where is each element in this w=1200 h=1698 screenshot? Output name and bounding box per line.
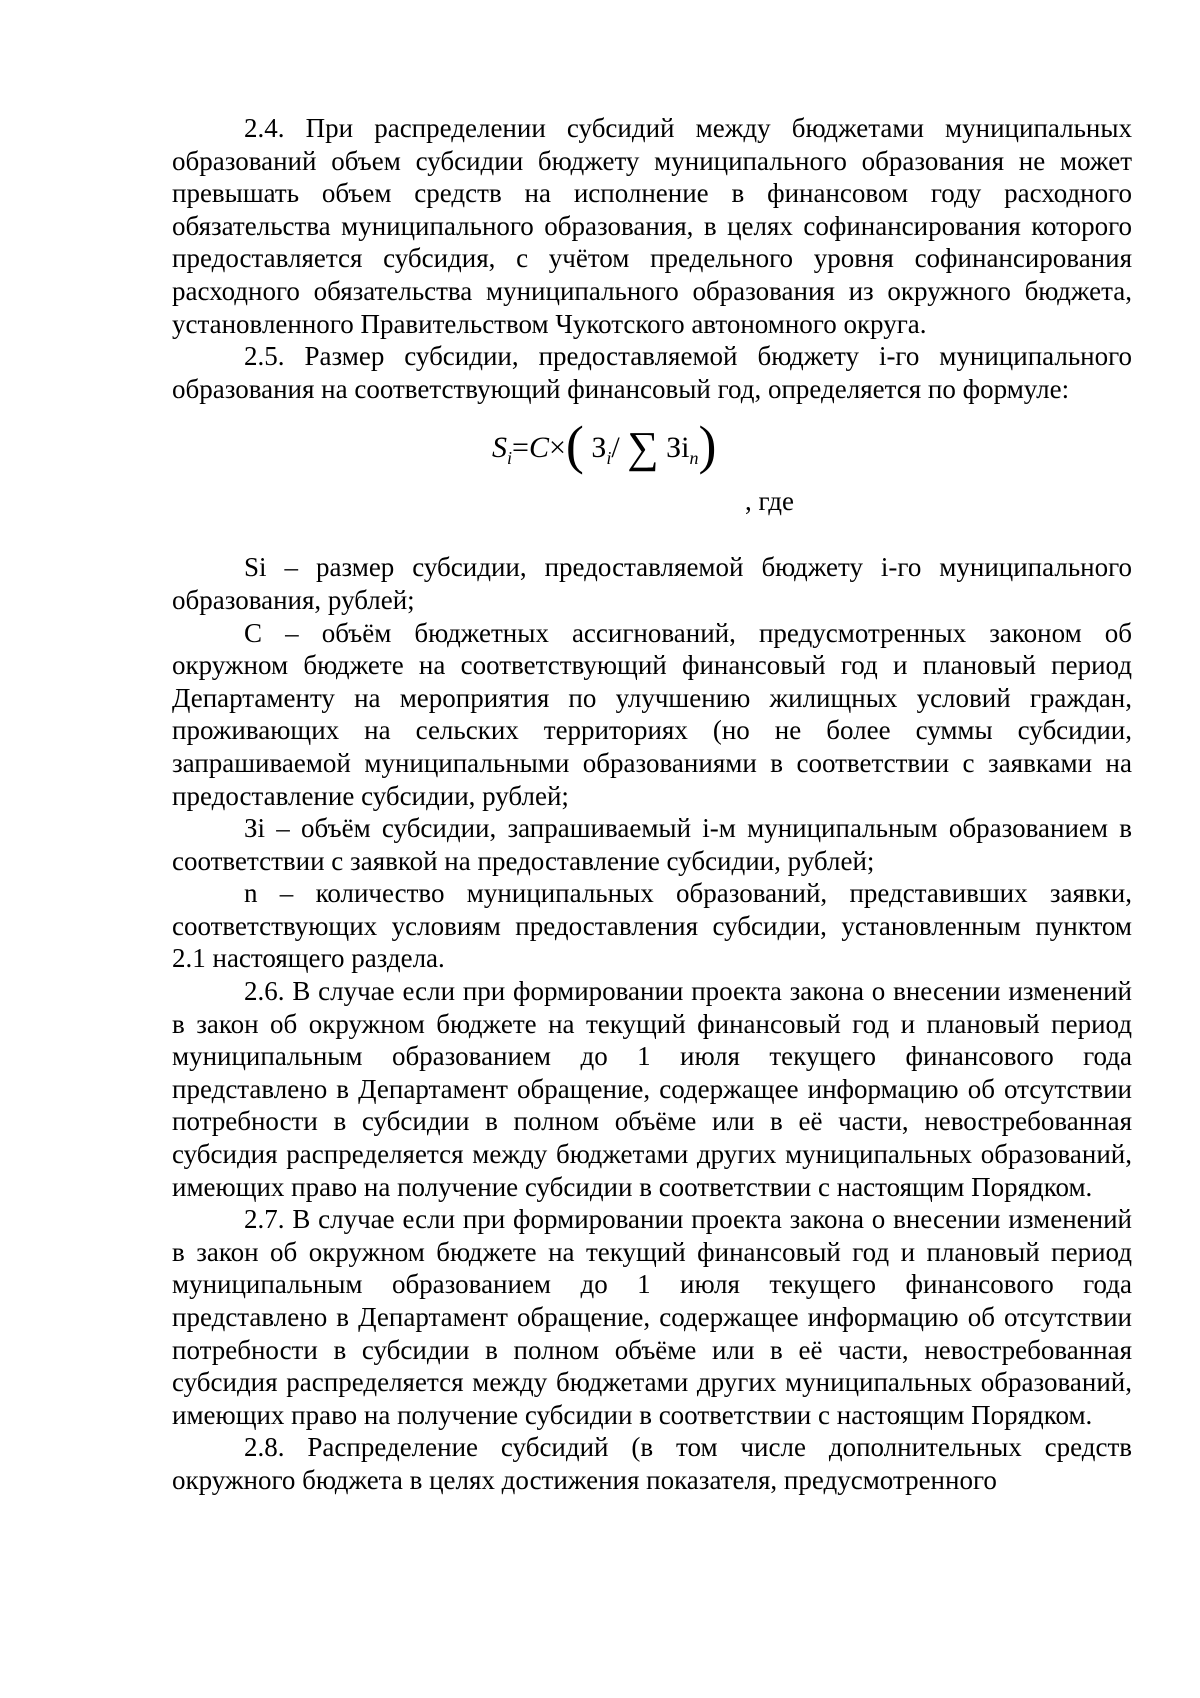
paragraph-2-7: 2.7. В случае если при формировании проекта закона о внесении изменений в закон об окружном бюджете на текущий финансовый год и плановый период муниципальным образованием до 1 июля текущего финансового года представлено в Департамент обращение, содержащее информацию об отсутствии потребности в субсидии в полном объёме или в её части, невостребованная субсидия распределяется между бюджетами других муниципальных образований, имеющих право на получение субсидии в соответствии с настоящим Порядком.	[172, 1204, 1132, 1430]
formula-c: C	[528, 431, 549, 465]
definition-c: С – объём бюджетных ассигнований, предусмотренных законом об окружном бюджете на соответствующий финансовый год и плановый период Департаменту на мероприятия по улучшению жилищных условий граждан, проживающих на сельских территориях (но не более суммы субсидии, запрашиваемой муниципальными образованиями в соответствии с заявками на предоставление субсидии, рублей;	[172, 617, 1132, 811]
formula-open-paren: (	[565, 415, 584, 476]
definition-n: n – количество муниципальных образований, представивших заявки, соответствующих условиям предоставления субсидии, установленным пунктом 2.1 настоящего раздела.	[172, 878, 1132, 974]
formula-block	[172, 415, 1132, 535]
paragraph-2-4: 2.4. При распределении субсидий между бюджетами муниципальных образований объем субсидии бюджету муниципального образования не может превышать объем средств на исполнение в финансовом году расходного обязательства муниципального образования, в целях софинансирования которого предоставляется субсидия, с учётом предельного уровня софинансирования расходного обязательства муниципального образования из окружного бюджета, установленного Правительством Чукотского автономного округа.	[172, 113, 1132, 339]
formula-s: S	[492, 431, 507, 465]
definition-si: Si – размер субсидии, предоставляемой бюджету i-го муниципального образования, рублей;	[172, 552, 1132, 615]
paragraph-2-6: 2.6. В случае если при формировании проекта закона о внесении изменений в закон об окружном бюджете на текущий финансовый год и плановый период муниципальным образованием до 1 июля текущего финансового года представлено в Департамент обращение, содержащее информацию об отсутствии потребности в субсидии в полном объёме или в её части, невостребованная субсидия распределяется между бюджетами других муниципальных образований, имеющих право на получение субсидии в соответствии с настоящим Порядком.	[172, 976, 1132, 1202]
formula-z-sub: i	[606, 448, 612, 469]
document-page	[172, 112, 1132, 1497]
paragraph-2-8: 2.8. Распределение субсидий (в том числе дополнительных средств окружного бюджета в целях достижения показателя, предусмотренного	[172, 1432, 1132, 1495]
formula-sigma: ∑	[627, 423, 659, 473]
formula-equals: =	[512, 431, 529, 465]
formula-s-sub: i	[507, 448, 513, 469]
formula-times: ×	[548, 431, 566, 465]
paragraph-2-5: 2.5. Размер субсидии, предоставляемой бюджету i-го муниципального образования на соответствующий финансовый год, определяется по формуле:	[172, 341, 1132, 404]
definition-zi: Зi – объём субсидии, запрашиваемый i-м муниципальным образованием в соответствии с заявкой на предоставление субсидии, рублей;	[172, 813, 1132, 876]
formula-z: З	[591, 431, 607, 465]
formula-where: , где	[745, 486, 794, 517]
formula-zi: Зi	[666, 431, 690, 465]
formula-zi-sub: n	[689, 448, 699, 469]
formula-close-paren: )	[698, 415, 717, 476]
subsidy-formula	[492, 415, 717, 476]
formula-slash: /	[611, 431, 620, 465]
